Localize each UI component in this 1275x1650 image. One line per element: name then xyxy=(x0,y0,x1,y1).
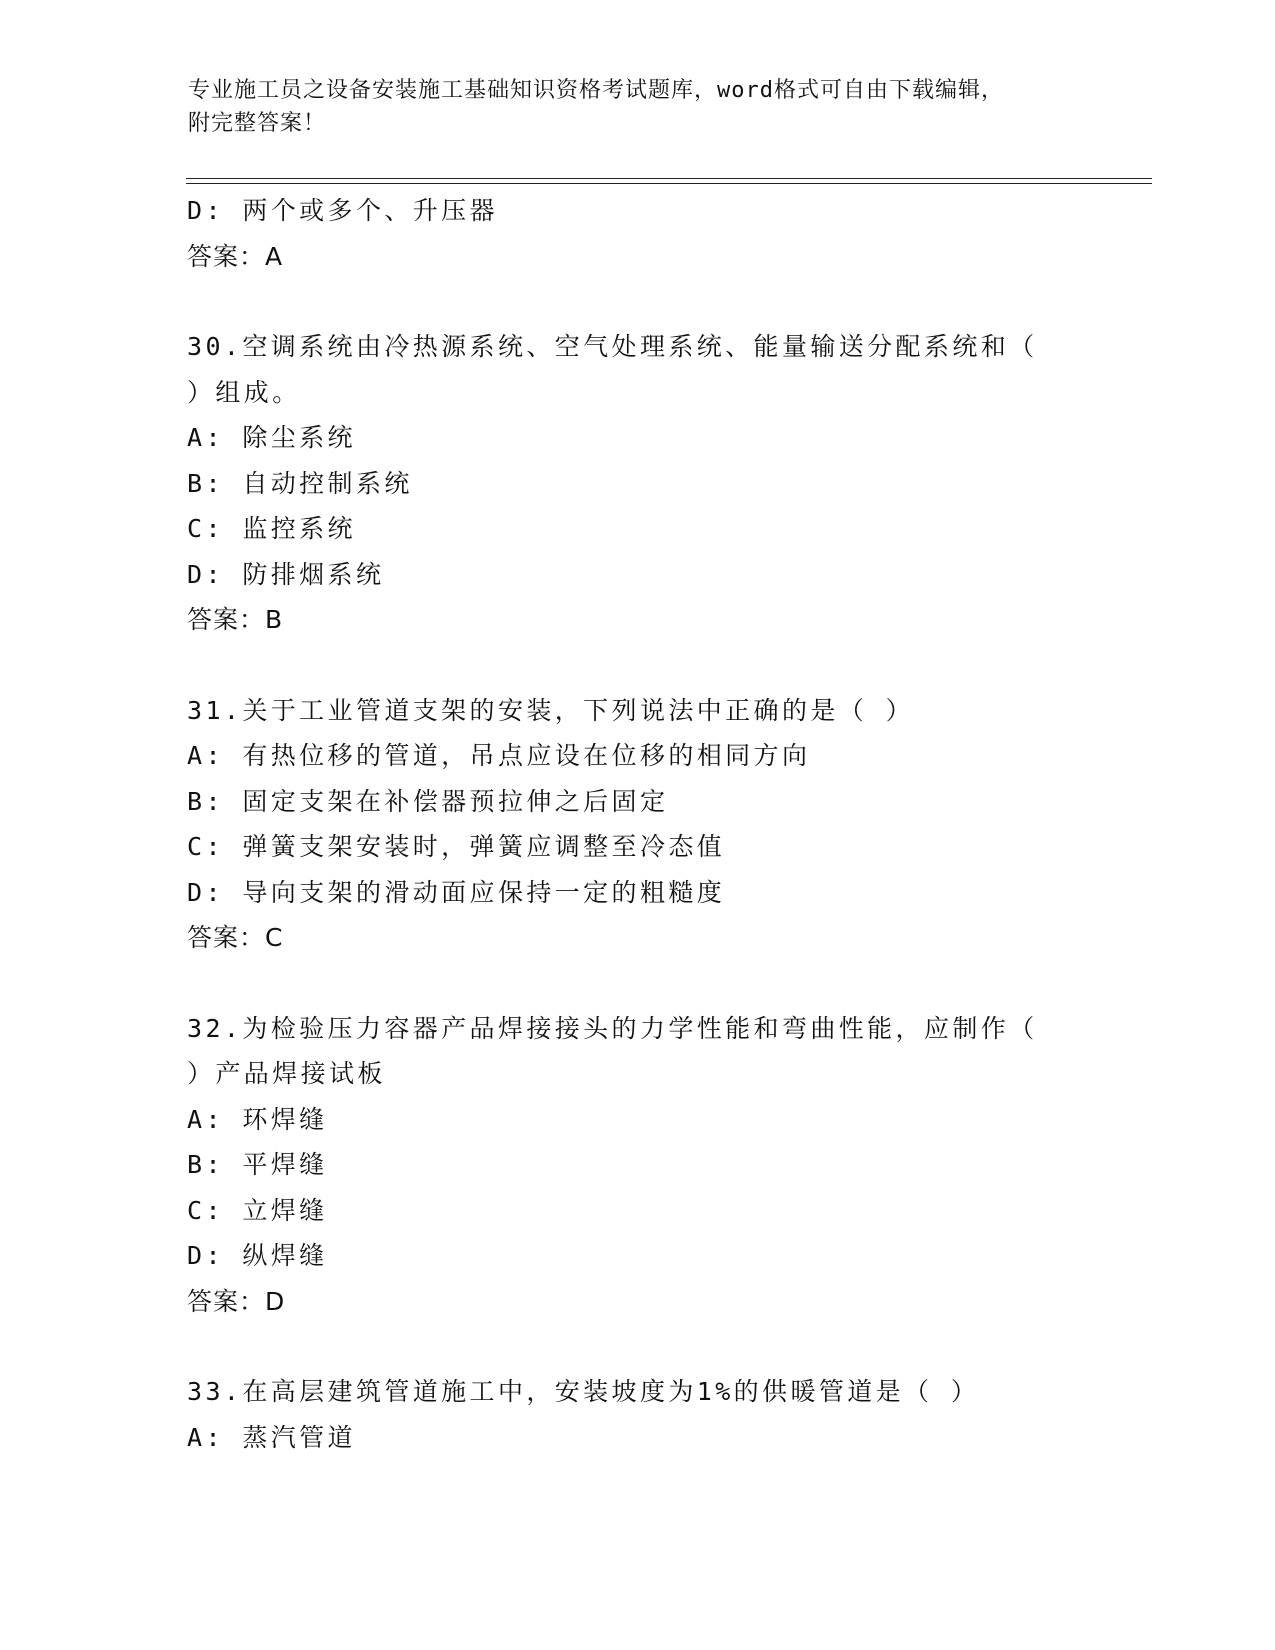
question-stem: 31.关于工业管道支架的安装，下列说法中正确的是（ ） xyxy=(187,695,915,725)
header-line-1: 专业施工员之设备安装施工基础知识资格考试题库，word格式可自由下载编辑， xyxy=(188,78,1004,103)
question-block-31 xyxy=(187,688,1087,961)
option-a: A: 环焊缝 xyxy=(187,1104,328,1134)
question-content xyxy=(187,188,1087,1460)
answer-line: 答案：A xyxy=(187,241,284,271)
question-stem: 33.在高层建筑管道施工中，安装坡度为1%的供暖管道是（ ） xyxy=(187,1377,980,1406)
spacer xyxy=(187,1324,1087,1369)
option-d: D: 两个或多个、升压器 xyxy=(187,196,498,225)
option-b: B: 平焊缝 xyxy=(187,1150,328,1179)
header-line-2: 附完整答案！ xyxy=(188,111,327,136)
answer-line: 答案：B xyxy=(187,605,284,634)
question-block-32 xyxy=(187,1006,1087,1325)
question-stem-continued: ）组成。 xyxy=(187,377,301,407)
option-d: D: 防排烟系统 xyxy=(187,559,385,589)
option-d: D: 纵焊缝 xyxy=(187,1241,328,1270)
spacer xyxy=(187,961,1087,1006)
option-c: C: 监控系统 xyxy=(187,514,356,543)
option-d: D: 导向支架的滑动面应保持一定的粗糙度 xyxy=(187,877,726,907)
question-block-33 xyxy=(187,1369,1087,1460)
question-stem-continued: ）产品焊接试板 xyxy=(187,1059,386,1088)
header-divider-bottom xyxy=(186,183,1152,184)
option-b: B: 固定支架在补偿器预拉伸之后固定 xyxy=(187,786,669,816)
page-header xyxy=(188,74,1088,140)
option-a: A: 除尘系统 xyxy=(187,423,356,452)
option-a: A: 有热位移的管道，吊点应设在位移的相同方向 xyxy=(187,741,811,770)
option-b: B: 自动控制系统 xyxy=(187,468,413,498)
spacer xyxy=(187,279,1087,324)
header-divider-top xyxy=(186,178,1152,179)
option-c: C: 弹簧支架安装时，弹簧应调整至冷态值 xyxy=(187,832,726,861)
question-stem: 32.为检验压力容器产品焊接接头的力学性能和弯曲性能，应制作（ xyxy=(187,1013,1038,1043)
answer-line: 答案：C xyxy=(187,923,284,952)
option-a: A: 蒸汽管道 xyxy=(187,1422,356,1452)
question-block-30 xyxy=(187,324,1087,643)
spacer xyxy=(187,643,1087,688)
question-stem: 30.空调系统由冷热源系统、空气处理系统、能量输送分配系统和（ xyxy=(187,332,1038,361)
option-c: C: 立焊缝 xyxy=(187,1195,328,1225)
answer-line: 答案：D xyxy=(187,1286,286,1316)
